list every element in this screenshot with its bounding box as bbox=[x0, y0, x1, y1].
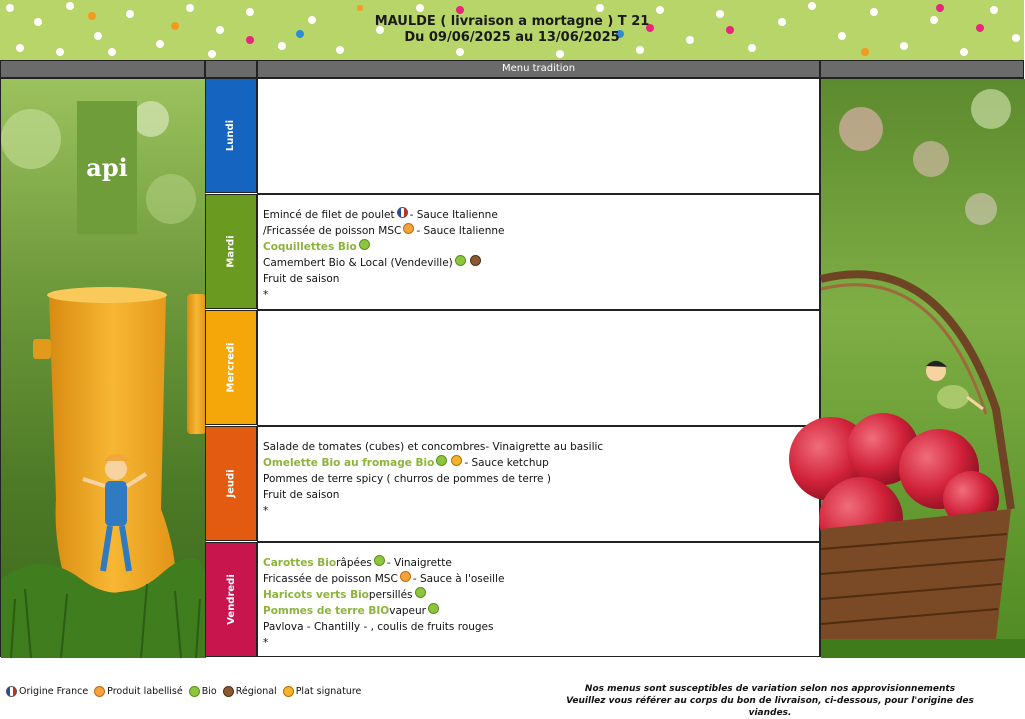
left-column-header bbox=[0, 60, 205, 78]
dish-text: persillés bbox=[368, 589, 413, 601]
menu-line bbox=[263, 619, 819, 635]
boot-photo bbox=[0, 78, 205, 657]
plat-signature-icon bbox=[283, 686, 294, 697]
legend-item-signature bbox=[281, 686, 362, 697]
bio-icon bbox=[415, 587, 426, 598]
right-column-header bbox=[820, 60, 1024, 78]
day-vendredi bbox=[205, 542, 257, 657]
menu-line bbox=[263, 439, 819, 455]
menu-column-header bbox=[257, 60, 820, 78]
day-column-header bbox=[205, 60, 257, 78]
note-line-1: Nos menus sont susceptibles de variation selon nos approvisionnements bbox=[584, 684, 956, 694]
bio-icon bbox=[359, 239, 370, 250]
dish-text: Pommes de terre spicy ( churros de pommes de terre ) bbox=[263, 473, 551, 485]
plat-signature-icon bbox=[451, 455, 462, 466]
legend-label: Produit labellisé bbox=[107, 686, 183, 697]
dish-text: * bbox=[263, 505, 269, 517]
legend-item-labellise bbox=[92, 686, 183, 697]
dish-text: Fruit de saison bbox=[263, 489, 340, 501]
sauce-text: - Sauce Italienne bbox=[409, 209, 498, 221]
menu-line bbox=[263, 271, 819, 287]
day-mercredi bbox=[205, 310, 257, 425]
day-label-lundi: Lundi bbox=[225, 119, 237, 152]
legend-item-origine bbox=[4, 686, 88, 697]
menu-line bbox=[263, 571, 819, 587]
menu-column bbox=[257, 78, 820, 657]
dish-text: râpées bbox=[336, 557, 372, 569]
title-line-2: Du 09/06/2025 au 13/06/2025 bbox=[404, 30, 620, 45]
title-line-1: MAULDE ( livraison a mortagne ) T 21 bbox=[374, 14, 650, 29]
bio-dish-text: Pommes de terre BIO bbox=[263, 605, 390, 617]
legend-label: Bio bbox=[201, 686, 217, 697]
menu-line bbox=[263, 603, 819, 619]
regional-icon bbox=[223, 686, 234, 697]
apple-basket-photo bbox=[820, 78, 1024, 657]
menu-line bbox=[263, 471, 819, 487]
dish-text: Camembert Bio & Local (Vendeville) bbox=[263, 257, 453, 269]
sauce-text: - Sauce Italienne bbox=[416, 225, 505, 237]
bio-dish-text: Carottes Bio bbox=[263, 557, 337, 569]
menu-line bbox=[263, 255, 819, 271]
dish-text: * bbox=[263, 637, 269, 649]
dish-text: Pavlova - Chantilly - , coulis de fruits rouges bbox=[263, 621, 494, 633]
disclaimer-note bbox=[560, 683, 980, 719]
day-label-vendredi: Vendredi bbox=[225, 574, 237, 625]
dish-text: Salade de tomates (cubes) et concombres bbox=[263, 441, 486, 453]
day-column bbox=[205, 78, 257, 657]
sauce-text: - Vinaigrette bbox=[386, 557, 452, 569]
dish-text: /Fricassée de poisson MSC bbox=[263, 225, 402, 237]
produit-labellise-icon bbox=[403, 223, 414, 234]
dish-text: * bbox=[263, 289, 269, 301]
api-logo-text: api bbox=[86, 153, 128, 182]
day-label-mardi: Mardi bbox=[225, 235, 237, 268]
sauce-text: - Sauce à l'oseille bbox=[412, 573, 505, 585]
menu-cell-mardi bbox=[257, 194, 820, 310]
day-label-jeudi: Jeudi bbox=[225, 469, 237, 498]
menu-header-label: Menu tradition bbox=[501, 63, 576, 74]
menu-cell-jeudi bbox=[257, 426, 820, 542]
header-banner bbox=[0, 0, 1024, 60]
legend-label: Origine France bbox=[19, 686, 89, 697]
menu-cell-lundi bbox=[257, 78, 820, 194]
menu-line bbox=[263, 503, 819, 519]
dish-text: vapeur bbox=[389, 605, 426, 617]
bio-icon bbox=[374, 555, 385, 566]
dish-text: Emincé de filet de poulet bbox=[263, 209, 395, 221]
menu-line bbox=[263, 223, 819, 239]
dish-text: Fruit de saison bbox=[263, 273, 340, 285]
legend-item-bio bbox=[187, 686, 217, 697]
menu-line bbox=[263, 635, 819, 651]
produit-labellise-icon bbox=[94, 686, 105, 697]
bio-icon bbox=[455, 255, 466, 266]
origine-france-icon bbox=[397, 207, 408, 218]
day-mardi bbox=[205, 194, 257, 309]
day-lundi bbox=[205, 78, 257, 193]
api-logo bbox=[77, 101, 137, 234]
sauce-text: - Sauce ketchup bbox=[464, 457, 549, 469]
produit-labellise-icon bbox=[400, 571, 411, 582]
origine-france-icon bbox=[6, 686, 17, 697]
bio-icon bbox=[428, 603, 439, 614]
bio-icon bbox=[436, 455, 447, 466]
menu-line bbox=[263, 455, 819, 471]
menu-cell-mercredi bbox=[257, 310, 820, 426]
bio-icon bbox=[189, 686, 200, 697]
day-label-mercredi: Mercredi bbox=[225, 342, 237, 393]
dish-text: Fricassée de poisson MSC bbox=[263, 573, 398, 585]
legend bbox=[4, 686, 365, 697]
bio-dish-text: Coquillettes Bio bbox=[263, 241, 357, 253]
sauce-text: - Vinaigrette au basilic bbox=[485, 441, 604, 453]
legend-label: Régional bbox=[235, 686, 277, 697]
bio-dish-text: Haricots verts Bio bbox=[263, 589, 369, 601]
menu-line bbox=[263, 487, 819, 503]
menu-line bbox=[263, 239, 819, 255]
header-title bbox=[0, 14, 1024, 46]
menu-line bbox=[263, 555, 819, 571]
legend-item-regional bbox=[221, 686, 277, 697]
legend-label: Plat signature bbox=[295, 686, 362, 697]
note-line-2: Veuillez vous référer au corps du bon de livraison, ci-dessous, pour l'origine des viandes. bbox=[566, 696, 974, 718]
menu-line bbox=[263, 287, 819, 303]
bio-dish-text: Omelette Bio au fromage Bio bbox=[263, 457, 435, 469]
menu-line bbox=[263, 587, 819, 603]
menu-cell-vendredi bbox=[257, 542, 820, 657]
regional-icon bbox=[470, 255, 481, 266]
day-jeudi bbox=[205, 426, 257, 541]
menu-line bbox=[263, 207, 819, 223]
